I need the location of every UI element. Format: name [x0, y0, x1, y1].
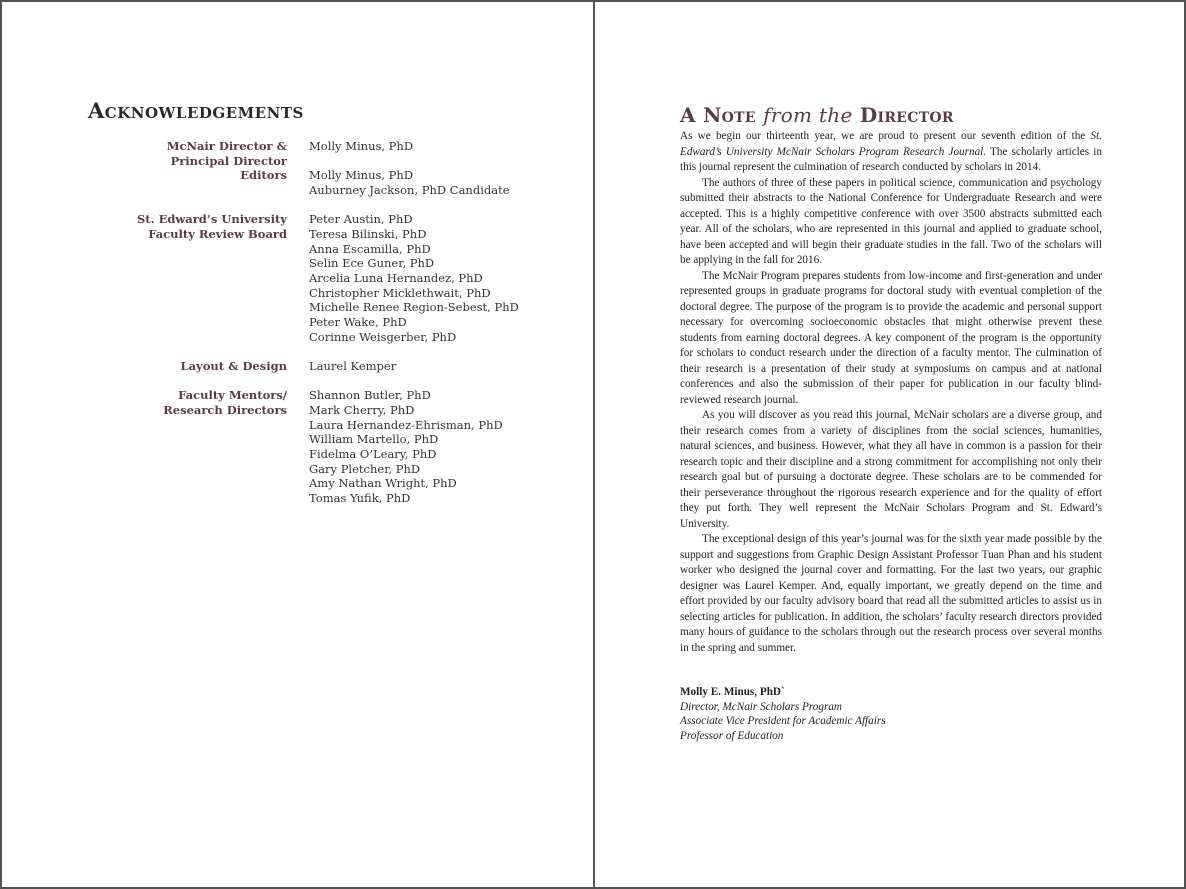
- credit-group: [2, 359, 593, 374]
- credit-name: Peter Austin, PhD: [309, 212, 413, 227]
- credit-names: [309, 168, 593, 197]
- note-title-part2: from the: [763, 103, 853, 127]
- credit-name: Arcelia Luna Hernandez, PhD: [309, 270, 483, 285]
- note-title-part3: Director: [859, 103, 954, 127]
- acknowledgements-title: Acknowledgements: [88, 98, 304, 123]
- credit-role: Layout & Design: [180, 358, 287, 373]
- credit-name: Molly Minus, PhD: [309, 168, 414, 183]
- credit-name: Gary Pletcher, PhD: [309, 461, 421, 476]
- paragraph-1-text: As we begin our thirteenth year, we are proud to present our seventh edition of the: [680, 130, 1091, 142]
- paragraph: The authors of three of these papers in political science, communication and psychology submitted their abstracts to the National Conference for Undergraduate Research and were accepted. This is a highly competitive conference with over 3500 abstracts submitted each year. All of the scholars, who are represented in this journal and applied to graduate school, have been accepted and will begin their graduate studies in the fall. Two of the scholars will be applying in the fall for 2016.: [680, 176, 1102, 266]
- credit-role: McNair Director & Principal Director: [166, 139, 287, 168]
- credit-name: Corinne Weisgerber, PhD: [309, 329, 457, 344]
- left-page: [2, 2, 593, 887]
- credit-names: [309, 212, 593, 344]
- credit-name: Laura Hernandez-Ehrisman, PhD: [309, 417, 503, 432]
- credit-name: Selin Ece Guner, PhD: [309, 256, 435, 271]
- signature-title: Associate Vice President for Academic Affairs: [680, 715, 886, 728]
- credit-group: [2, 139, 593, 168]
- credit-names: [309, 139, 593, 154]
- credit-name: Mark Cherry, PhD: [309, 402, 415, 417]
- credit-role: St. Edward’s University Faculty Review Board: [136, 212, 287, 241]
- paragraph: As you will discover as you read this journal, McNair scholars are a diverse group, and their research comes from a variety of disciplines from the social sciences, humanities, natural sciences, and business. However, what they all have in common is a passion for their research topic and their discipline and a strong commitment for accomplishing not only their research goal but of pursuing a doctorate degree. These scholars are to be commended for their perseverance throughout the rigorous research experience and for the quality of effort they put forth. They well represent the McNair Scholars Program and St. Edward’s University.: [680, 409, 1102, 530]
- signature-block: [680, 685, 886, 743]
- signature-title: Director, McNair Scholars Program: [680, 700, 843, 713]
- credits-list: [2, 139, 593, 520]
- paragraph-1-text-end: The scholarly articles in this journal represent the culmination of research conducted by scholars in 2014.: [680, 145, 1102, 173]
- credit-name: Michelle Renee Region-Sebest, PhD: [309, 300, 519, 315]
- note-title-part1: A Note: [680, 103, 756, 127]
- signature-name: Molly E. Minus, PhD`: [680, 686, 785, 698]
- credit-group: [2, 168, 593, 197]
- credit-name: Tomas Yufik, PhD: [309, 491, 411, 506]
- paragraph: [680, 129, 1102, 176]
- credit-role: Editors: [240, 168, 287, 183]
- credit-name: Fidelma O’Leary, PhD: [309, 446, 437, 461]
- paragraph: The exceptional design of this year’s journal was for the sixth year made possible by the support and suggestions from Graphic Design Assistant Professor Tuan Phan and his student worker who designed the journal cover and formatting. For the last two years, our graphic designer was Laurel Kemper. And, equally important, we greatly depend on the time and effort provided by our faculty advisory board that read all the submitted articles to assist us in selecting articles for publication. In addition, the scholars’ faculty research directors provided many hours of guidance to the scholars through out the research process over several months in the spring and summer.: [680, 533, 1102, 654]
- credit-group: [2, 212, 593, 344]
- note-title: [680, 103, 954, 127]
- credit-group: [2, 388, 593, 506]
- signature-title: Professor of Education: [680, 729, 784, 742]
- note-body: [680, 129, 1102, 656]
- credit-role: Faculty Mentors/ Research Directors: [163, 388, 287, 417]
- credit-name: Molly Minus, PhD: [309, 139, 414, 153]
- credit-name: Teresa Bilinski, PhD: [309, 226, 427, 241]
- credit-names: [309, 388, 593, 506]
- credit-name: Laurel Kemper: [309, 358, 397, 373]
- credit-name: Anna Escamilla, PhD: [309, 241, 431, 256]
- credit-names: [309, 359, 593, 374]
- credit-name: Shannon Butler, PhD: [309, 388, 431, 403]
- credit-name: Christopher Micklethwait, PhD: [309, 285, 491, 300]
- journal-title-italic: St. Edward’s University McNair Scholars Program Research Journal.: [680, 130, 1102, 158]
- credit-name: Amy Nathan Wright, PhD: [309, 476, 457, 491]
- credit-name: Auburney Jackson, PhD Candidate: [309, 182, 510, 197]
- credit-name: William Martello, PhD: [309, 432, 439, 447]
- credit-name: Peter Wake, PhD: [309, 315, 407, 330]
- paragraph: The McNair Program prepares students from low-income and first-generation and under represented groups in graduate programs for doctoral study with eventual completion of the doctoral degree. The purpose of the program is to provide the academic and personal support necessary for overcoming socioeconomic obstacles that might otherwise prevent these students from earning doctoral degrees. A key component of the program is the opportunity for scholars to conduct research under the direction of a faculty mentor. The culmination of their research is a presentation of their study at symposiums on campus and at national conferences and also the submission of their paper for publication in our faculty blind-reviewed research journal.: [680, 269, 1102, 406]
- right-page: [595, 2, 1184, 887]
